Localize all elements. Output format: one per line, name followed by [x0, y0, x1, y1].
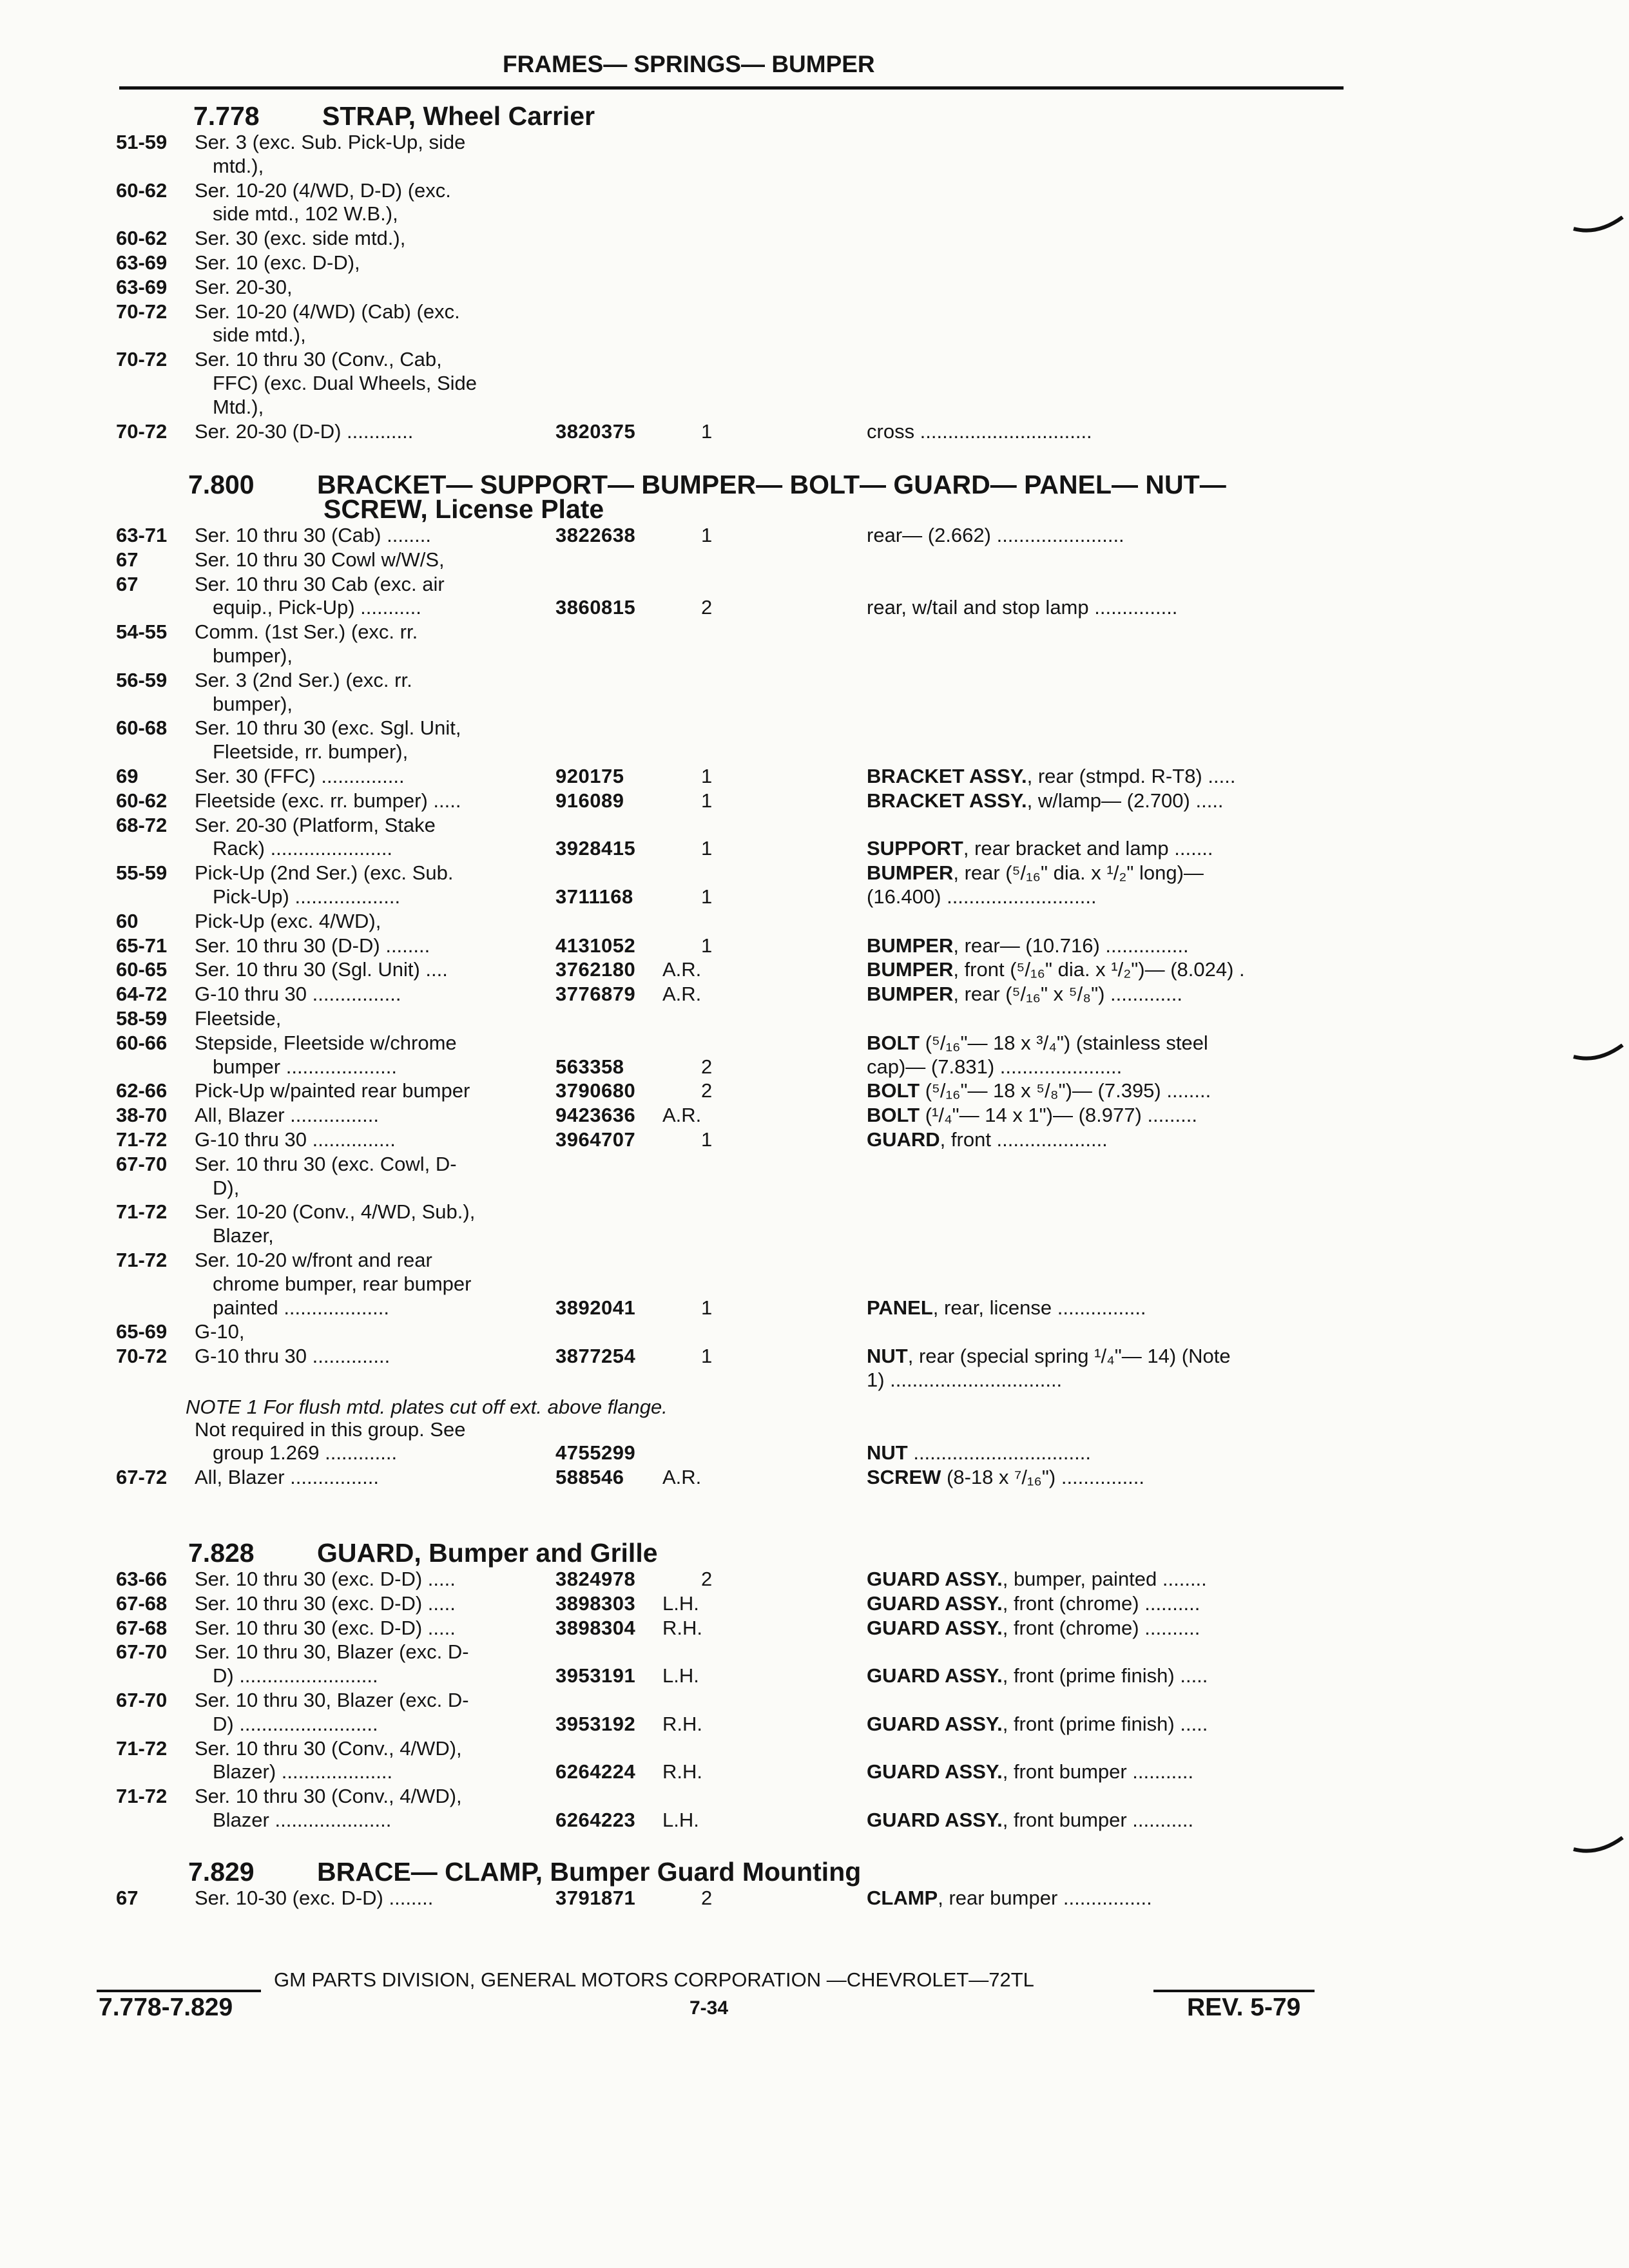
part-description: BOLT (⁵/₁₆"— 18 x ⁵/₈")— (7.395) ........	[867, 1079, 1211, 1102]
application-text: Ser. 10 thru 30 (exc. D-D) .....	[195, 1591, 456, 1615]
year-range: 58-59	[116, 1007, 168, 1030]
table-row	[0, 300, 1629, 347]
table-row	[0, 251, 1629, 274]
table-row	[0, 813, 1629, 861]
quantity: 2	[701, 1079, 713, 1102]
quantity: 1	[701, 1296, 713, 1319]
application-text: Ser. 10 thru 30 (Conv., 4/WD),	[195, 1785, 462, 1808]
part-number: 3711168	[555, 885, 633, 908]
group-title-continued: SCREW, License Plate	[323, 494, 604, 524]
group-heading	[188, 1539, 658, 1567]
table-row	[0, 789, 1629, 812]
year-range: 60-66	[116, 1031, 168, 1054]
quantity: 1	[701, 837, 713, 860]
part-description: GUARD ASSY., front (chrome) ..........	[867, 1616, 1200, 1639]
part-number: 3790680	[555, 1079, 636, 1102]
year-range: 70-72	[116, 1345, 168, 1368]
application-text: Rack) ......................	[213, 837, 393, 860]
year-range: 63-69	[116, 251, 168, 274]
part-number: 3877254	[555, 1345, 636, 1368]
application-text: Ser. 10 thru 30 (exc. D-D) .....	[195, 1568, 456, 1590]
part-number: 3953191	[555, 1664, 636, 1687]
part-description: SUPPORT, rear bracket and lamp .......	[867, 837, 1213, 860]
group-title: BRACKET— SUPPORT— BUMPER— BOLT— GUARD— PANEL— NUT—	[317, 470, 1226, 499]
part-number: 563358	[555, 1055, 624, 1078]
table-row	[0, 1418, 1629, 1465]
application-text: All, Blazer ................	[195, 1104, 379, 1127]
year-range: 63-71	[116, 524, 168, 546]
application-text: bumper),	[213, 644, 293, 667]
year-range: 70-72	[116, 419, 168, 443]
year-range: 56-59	[116, 668, 168, 691]
table-row	[0, 716, 1629, 764]
table-row	[0, 1248, 1629, 1319]
application-text: bumper ....................	[213, 1055, 397, 1078]
year-range: 60-62	[116, 789, 168, 812]
footer-page-number: 7-34	[689, 1997, 729, 2019]
application-text: Ser. 20-30 (Platform, Stake	[195, 813, 436, 836]
application-text: FFC) (exc. Dual Wheels, Side	[213, 371, 477, 394]
application-text: side mtd.),	[213, 323, 306, 347]
application-text: Fleetside, rr. bumper),	[213, 740, 409, 764]
application-text: Ser. 10-20 (4/WD, D-D) (exc.	[195, 178, 451, 202]
group-number: 7.778	[193, 101, 260, 131]
application-text: G-10,	[195, 1320, 245, 1343]
application-text: Ser. 10 thru 30, Blazer (exc. D-	[195, 1640, 469, 1664]
year-range: 67	[116, 1887, 139, 1909]
part-description: BUMPER, rear (⁵/₁₆" dia. x ¹/₂" long)—	[867, 861, 1204, 885]
quantity: A.R.	[662, 983, 702, 1006]
application-text: Ser. 10 thru 30 (Sgl. Unit) ....	[195, 958, 448, 981]
table-row	[0, 982, 1629, 1006]
table-row	[0, 1006, 1629, 1030]
part-description: GUARD ASSY., front bumper ...........	[867, 1808, 1194, 1831]
table-row	[0, 1031, 1629, 1079]
note-text: NOTE 1 For flush mtd. plates cut off ext. above flange.	[186, 1395, 668, 1418]
part-description: BUMPER, rear (⁵/₁₆" x ⁵/₈") .............	[867, 983, 1183, 1006]
application-text: Pick-Up (2nd Ser.) (exc. Sub.	[195, 861, 454, 885]
part-description: BOLT (¹/₄"— 14 x 1")— (8.977) .........	[867, 1104, 1197, 1127]
part-number: 3953192	[555, 1712, 636, 1735]
year-range: 60-68	[116, 716, 168, 740]
application-text: Blazer,	[213, 1224, 274, 1247]
application-text: painted ...................	[213, 1296, 389, 1319]
part-number: 3791871	[555, 1887, 636, 1909]
group-title: GUARD, Bumper and Grille	[317, 1538, 658, 1568]
quantity: R.H.	[662, 1712, 702, 1735]
quantity: 1	[701, 1128, 713, 1151]
part-number: 3860815	[555, 596, 636, 619]
year-range: 67-70	[116, 1640, 168, 1664]
part-number: 3964707	[555, 1128, 636, 1151]
table-row	[0, 1784, 1629, 1832]
year-range: 71-72	[116, 1736, 168, 1760]
year-range: 67-70	[116, 1152, 168, 1175]
table-row	[0, 1688, 1629, 1736]
part-number: 3822638	[555, 524, 636, 546]
table-row	[0, 347, 1629, 418]
table-row	[0, 548, 1629, 572]
application-text: Ser. 3 (exc. Sub. Pick-Up, side	[195, 131, 466, 153]
part-description: GUARD ASSY., front bumper ...........	[867, 1760, 1194, 1783]
quantity: 2	[701, 1568, 713, 1590]
group-title: STRAP, Wheel Carrier	[322, 101, 595, 131]
application-text: Pick-Up (exc. 4/WD),	[195, 909, 381, 932]
part-description: NUT ................................	[867, 1441, 1091, 1465]
table-row	[0, 934, 1629, 957]
table-row	[0, 1640, 1629, 1687]
table-row	[0, 1616, 1629, 1640]
quantity: 2	[701, 1055, 713, 1078]
application-text: side mtd., 102 W.B.),	[213, 202, 398, 226]
part-description: BUMPER, rear— (10.716) ...............	[867, 934, 1189, 957]
year-range: 71-72	[116, 1785, 168, 1808]
year-range: 62-66	[116, 1079, 168, 1102]
application-text: Ser. 30 (exc. side mtd.),	[195, 227, 406, 250]
table-row	[0, 523, 1629, 547]
table-row	[0, 178, 1629, 226]
year-range: 38-70	[116, 1104, 168, 1127]
part-number: 588546	[555, 1466, 624, 1489]
year-range: 67-72	[116, 1466, 168, 1489]
quantity: L.H.	[662, 1808, 699, 1831]
year-range: 60-62	[116, 178, 168, 202]
year-range: 63-66	[116, 1568, 168, 1590]
table-row	[0, 861, 1629, 908]
table-row	[0, 1103, 1629, 1127]
application-text: Ser. 10 thru 30 (exc. Sgl. Unit,	[195, 716, 461, 740]
application-text: Ser. 30 (FFC) ...............	[195, 765, 405, 787]
group-number: 7.800	[188, 470, 255, 499]
application-text: Ser. 10-20 w/front and rear	[195, 1249, 432, 1271]
footer-rule-left	[97, 1990, 261, 1992]
group-title: BRACE— CLAMP, Bumper Guard Mounting	[317, 1857, 862, 1887]
application-text: All, Blazer ................	[195, 1466, 379, 1489]
application-text: D),	[213, 1176, 240, 1199]
quantity: 1	[701, 419, 713, 443]
application-text: Ser. 20-30 (D-D) ............	[195, 419, 414, 443]
quantity: 1	[701, 765, 713, 787]
footer-group-range: 7.778-7.829	[99, 1994, 233, 2021]
part-description: GUARD ASSY., front (prime finish) .....	[867, 1712, 1208, 1735]
year-range: 67-68	[116, 1616, 168, 1639]
year-range: 71-72	[116, 1200, 168, 1224]
group-heading	[188, 1858, 861, 1886]
part-description: rear— (2.662) .......................	[867, 524, 1124, 546]
table-row	[0, 572, 1629, 620]
quantity: L.H.	[662, 1664, 699, 1687]
year-range: 64-72	[116, 983, 168, 1006]
table-row	[0, 1320, 1629, 1343]
part-description: PANEL, rear, license ................	[867, 1296, 1146, 1319]
application-text: Blazer) ....................	[213, 1760, 393, 1783]
application-text: Ser. 10-30 (exc. D-D) ........	[195, 1887, 434, 1909]
table-row	[0, 620, 1629, 668]
part-description: CLAMP, rear bumper ................	[867, 1887, 1152, 1909]
part-number: 6264223	[555, 1808, 636, 1831]
year-range: 68-72	[116, 813, 168, 836]
part-description: cap)— (7.831) ......................	[867, 1055, 1123, 1078]
table-row	[0, 226, 1629, 250]
application-text: Ser. 10-20 (4/WD) (Cab) (exc.	[195, 300, 460, 323]
part-number: 916089	[555, 789, 624, 812]
year-range: 70-72	[116, 300, 168, 323]
quantity: R.H.	[662, 1760, 702, 1783]
application-text: Ser. 10 thru 30 (exc. D-D) .....	[195, 1616, 456, 1639]
part-number: 3898303	[555, 1591, 636, 1615]
application-text: Not required in this group. See	[195, 1418, 466, 1441]
application-text: group 1.269 .............	[213, 1441, 398, 1465]
quantity: A.R.	[662, 958, 702, 981]
year-range: 55-59	[116, 861, 168, 885]
part-number: 3824978	[555, 1568, 636, 1590]
application-text: Pick-Up w/painted rear bumper	[195, 1079, 470, 1102]
year-range: 67-68	[116, 1591, 168, 1615]
application-text: Comm. (1st Ser.) (exc. rr.	[195, 620, 418, 644]
quantity: L.H.	[662, 1591, 699, 1615]
binder-punch-mark	[1572, 1044, 1624, 1063]
application-text: Ser. 10 thru 30 (D-D) ........	[195, 934, 430, 957]
table-row	[0, 764, 1629, 788]
year-range: 70-72	[116, 348, 168, 371]
table-row	[0, 1567, 1629, 1591]
year-range: 71-72	[116, 1128, 168, 1151]
part-description: GUARD, front ....................	[867, 1128, 1108, 1151]
quantity: A.R.	[662, 1466, 702, 1489]
part-description: NUT, rear (special spring ¹/₄"— 14) (Note	[867, 1345, 1231, 1368]
application-text: Fleetside (exc. rr. bumper) .....	[195, 789, 461, 812]
year-range: 69	[116, 765, 139, 787]
quantity: R.H.	[662, 1616, 702, 1639]
part-description: 1) ...............................	[867, 1368, 1063, 1391]
part-number: 3898304	[555, 1616, 636, 1639]
part-description: BRACKET ASSY., rear (stmpd. R-T8) .....	[867, 765, 1236, 787]
application-text: Ser. 10 (exc. D-D),	[195, 251, 360, 274]
part-description: (16.400) ...........................	[867, 885, 1097, 908]
application-text: equip., Pick-Up) ...........	[213, 596, 421, 619]
application-text: Ser. 10-20 (Conv., 4/WD, Sub.),	[195, 1200, 476, 1224]
part-number: 9423636	[555, 1104, 636, 1127]
group-number: 7.829	[188, 1857, 255, 1887]
binder-punch-mark	[1572, 1836, 1624, 1856]
application-text: Ser. 20-30,	[195, 275, 293, 298]
quantity: 1	[701, 1345, 713, 1368]
year-range: 63-69	[116, 275, 168, 298]
table-row	[0, 419, 1629, 443]
part-description: GUARD ASSY., front (chrome) ..........	[867, 1591, 1200, 1615]
quantity: 1	[701, 934, 713, 957]
part-number: 3820375	[555, 419, 636, 443]
application-text: Ser. 10 thru 30 (Conv., 4/WD),	[195, 1736, 462, 1760]
table-row	[0, 1736, 1629, 1784]
part-number: 4131052	[555, 934, 636, 957]
quantity: A.R.	[662, 1104, 702, 1127]
part-number: 920175	[555, 765, 624, 787]
quantity: 1	[701, 885, 713, 908]
part-description: GUARD ASSY., bumper, painted ........	[867, 1568, 1207, 1590]
year-range: 67-70	[116, 1689, 168, 1711]
group-heading	[193, 102, 595, 130]
table-row	[0, 957, 1629, 981]
footer-division: GM PARTS DIVISION, GENERAL MOTORS CORPORATION —CHEVROLET—72TL	[274, 1968, 1034, 1991]
table-row	[0, 1128, 1629, 1151]
year-range: 60-62	[116, 227, 168, 250]
application-text: Blazer .....................	[213, 1808, 392, 1831]
year-range: 54-55	[116, 620, 168, 644]
application-text: G-10 thru 30 ................	[195, 983, 401, 1006]
year-range: 60-65	[116, 958, 168, 981]
application-text: Pick-Up) ...................	[213, 885, 401, 908]
year-range: 71-72	[116, 1249, 168, 1271]
quantity: 1	[701, 524, 713, 546]
part-description: cross ...............................	[867, 419, 1092, 443]
application-text: Ser. 10 thru 30 (Cab) ........	[195, 524, 432, 546]
application-text: Ser. 3 (2nd Ser.) (exc. rr.	[195, 668, 412, 691]
table-row	[0, 275, 1629, 299]
application-text: Ser. 10 thru 30 (exc. Cowl, D-	[195, 1152, 457, 1175]
year-range: 67	[116, 572, 139, 595]
group-number: 7.828	[188, 1538, 255, 1568]
table-row	[0, 1591, 1629, 1615]
quantity: 2	[701, 1887, 713, 1909]
table-row	[0, 1344, 1629, 1392]
table-row	[0, 909, 1629, 933]
application-text: bumper),	[213, 692, 293, 715]
binder-punch-mark	[1572, 216, 1624, 235]
quantity: 1	[701, 789, 713, 812]
application-text: Stepside, Fleetside w/chrome	[195, 1031, 457, 1054]
part-number: 3928415	[555, 837, 636, 860]
year-range: 65-69	[116, 1320, 168, 1343]
application-text: Ser. 10 thru 30 Cowl w/W/S,	[195, 548, 445, 571]
page-title: FRAMES— SPRINGS— BUMPER	[503, 51, 875, 77]
part-description: GUARD ASSY., front (prime finish) .....	[867, 1664, 1208, 1687]
header-rule	[119, 86, 1344, 90]
table-row	[0, 130, 1629, 178]
application-text: Ser. 10 thru 30, Blazer (exc. D-	[195, 1689, 469, 1711]
year-range: 60	[116, 909, 139, 932]
part-number: 6264224	[555, 1760, 636, 1783]
year-range: 51-59	[116, 131, 168, 153]
part-description: BUMPER, front (⁵/₁₆" dia. x ¹/₂")— (8.024) .	[867, 958, 1245, 981]
table-row	[0, 668, 1629, 716]
application-text: Ser. 10 thru 30 (Conv., Cab,	[195, 348, 442, 371]
quantity: 2	[701, 596, 713, 619]
year-range: 67	[116, 548, 139, 571]
footer-rule-right	[1153, 1990, 1315, 1992]
part-number: 3776879	[555, 983, 636, 1006]
table-row	[0, 1886, 1629, 1910]
table-row	[0, 1200, 1629, 1247]
table-row	[0, 1079, 1629, 1102]
application-text: Mtd.),	[213, 395, 264, 418]
application-text: G-10 thru 30 ..............	[195, 1345, 390, 1368]
application-text: D) .........................	[213, 1664, 378, 1687]
part-number: 4755299	[555, 1441, 636, 1465]
part-description: SCREW (8-18 x ⁷/₁₆") ...............	[867, 1466, 1145, 1489]
table-row	[0, 1152, 1629, 1200]
application-text: G-10 thru 30 ...............	[195, 1128, 396, 1151]
part-number: 3762180	[555, 958, 636, 981]
table-row	[0, 1465, 1629, 1489]
footer-revision: REV. 5-79	[1187, 1994, 1301, 2021]
part-description: rear, w/tail and stop lamp ...............	[867, 596, 1178, 619]
application-text: chrome bumper, rear bumper	[213, 1272, 472, 1295]
part-description: BOLT (⁵/₁₆"— 18 x ³/₄") (stainless steel	[867, 1031, 1208, 1054]
application-text: mtd.),	[213, 154, 264, 177]
application-text: Fleetside,	[195, 1007, 282, 1030]
part-description: BRACKET ASSY., w/lamp— (2.700) .....	[867, 789, 1224, 812]
year-range: 65-71	[116, 934, 168, 957]
application-text: Ser. 10 thru 30 Cab (exc. air	[195, 572, 445, 595]
part-number: 3892041	[555, 1296, 636, 1319]
application-text: D) .........................	[213, 1712, 378, 1735]
